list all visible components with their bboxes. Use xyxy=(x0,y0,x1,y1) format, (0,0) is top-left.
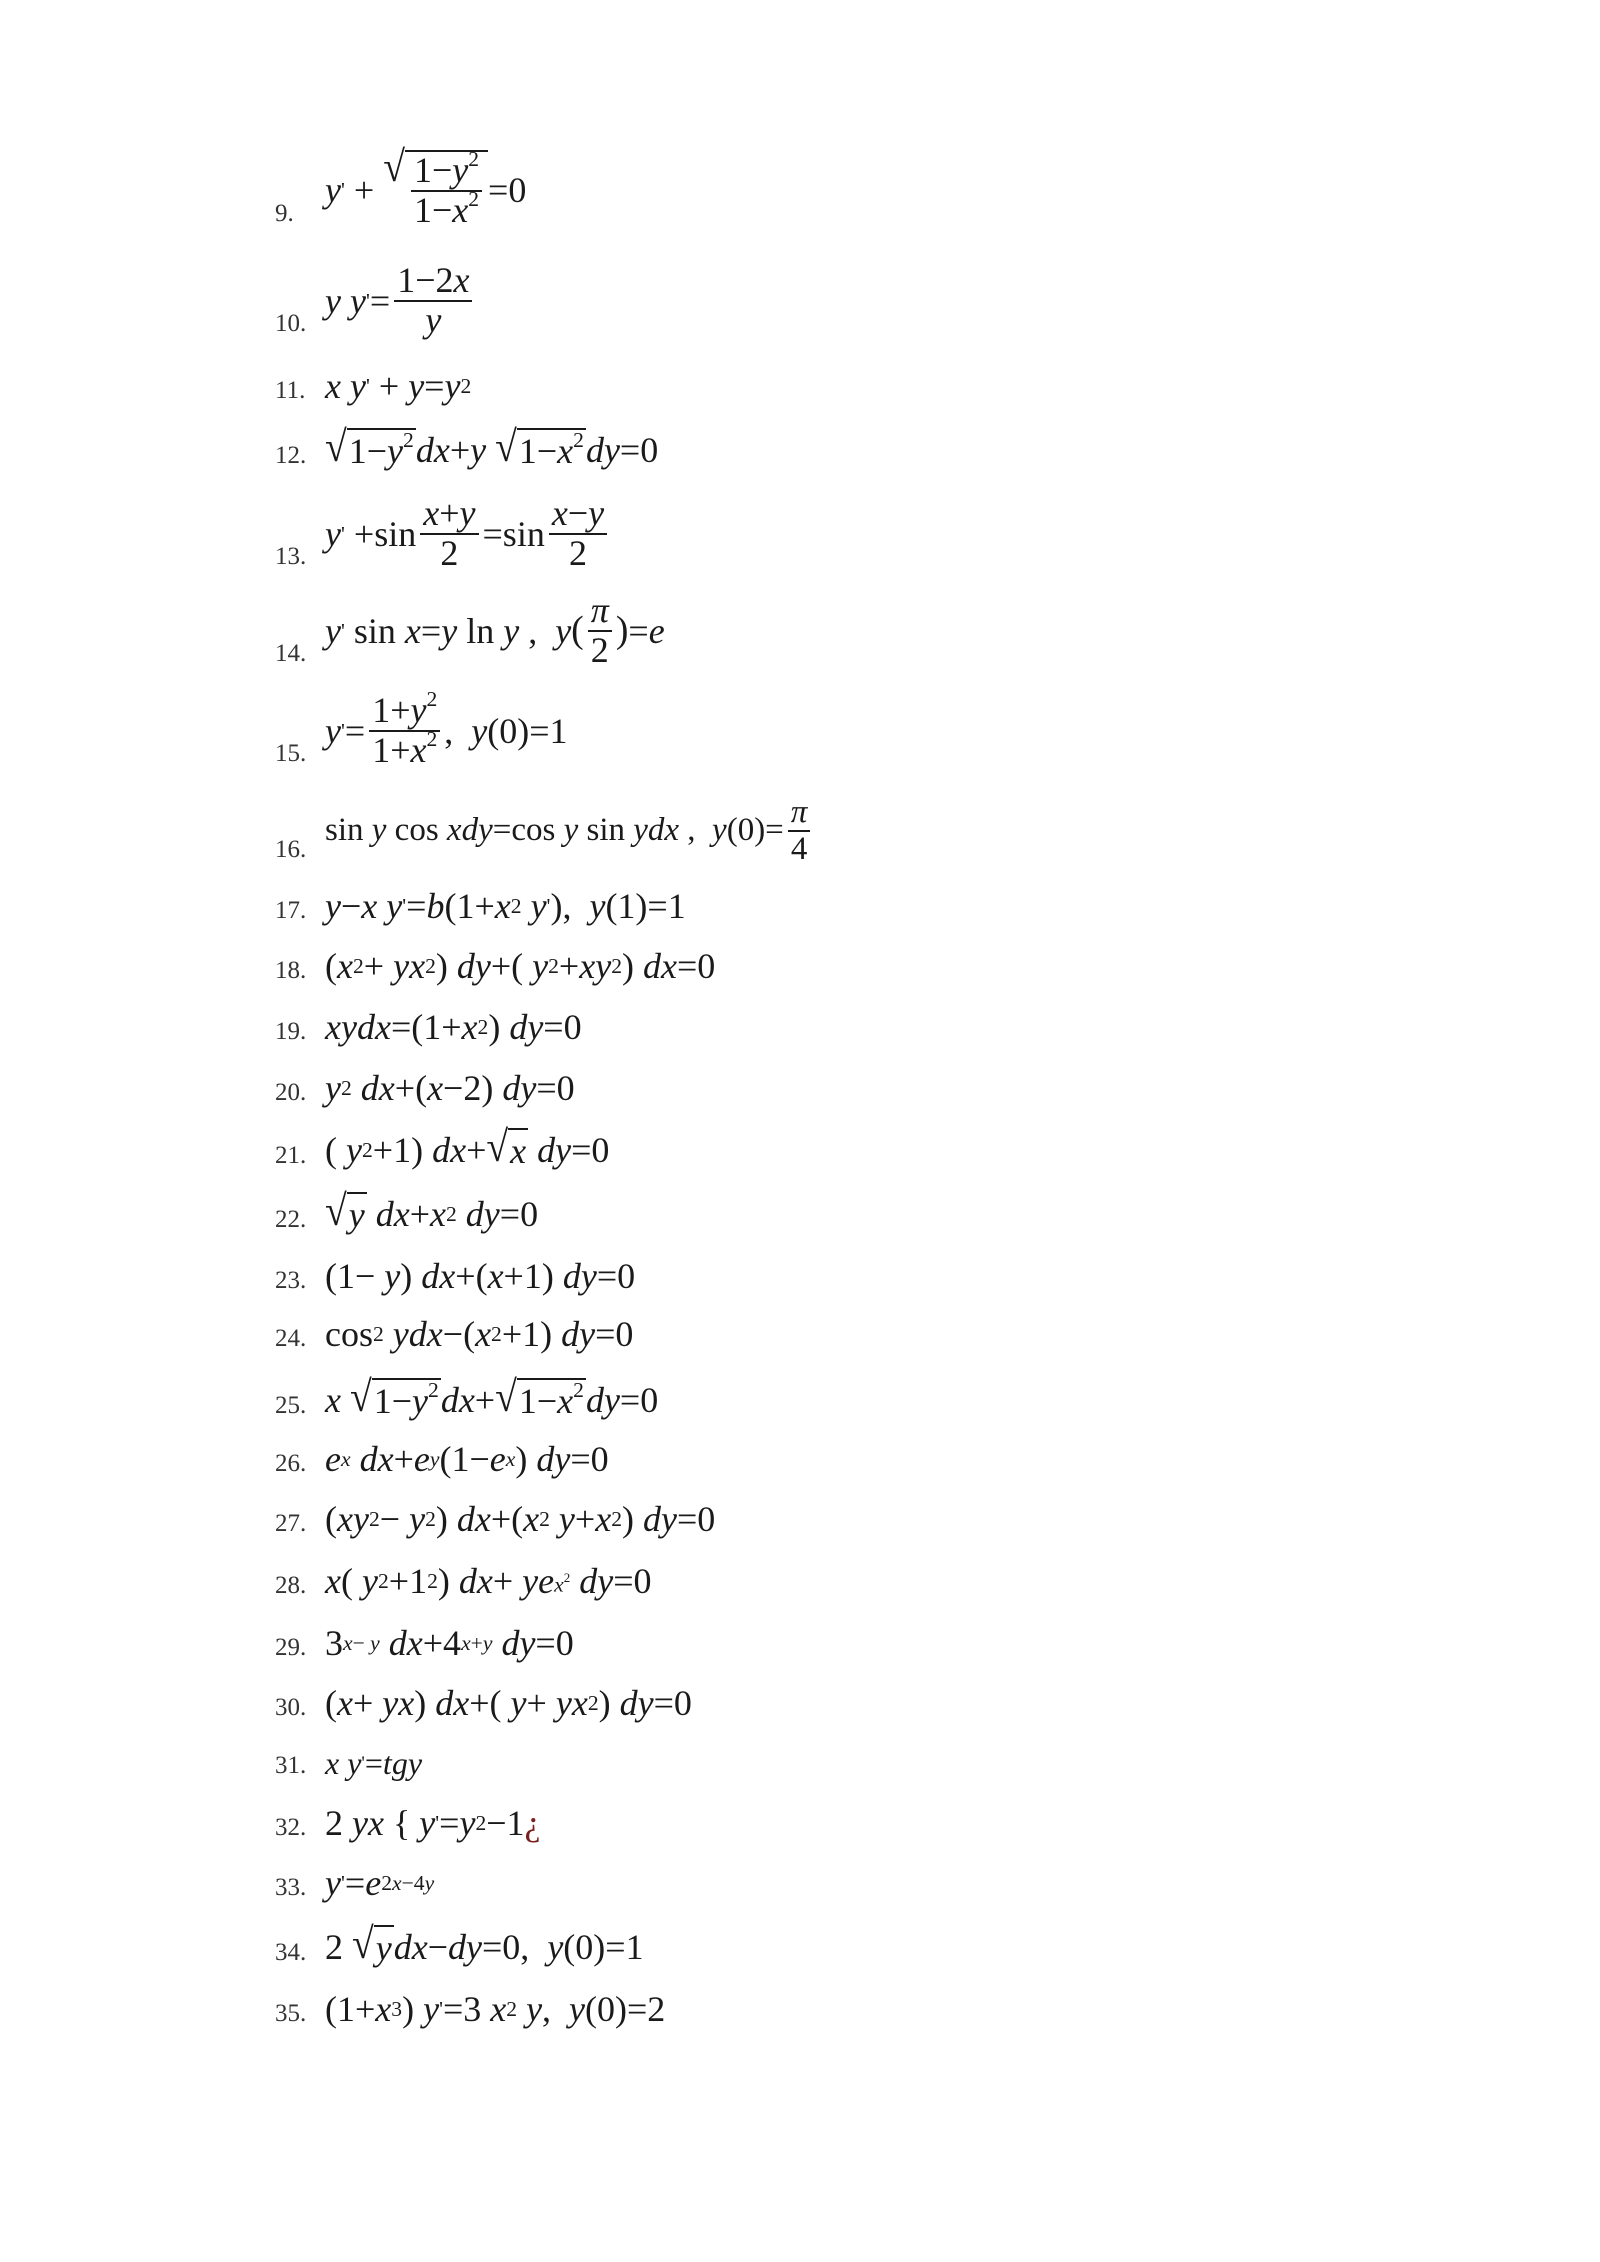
equation: ( y 2 +1) dx + √ x dy =0 xyxy=(325,1122,610,1171)
item-number: 25. xyxy=(275,1392,307,1419)
item-number: 16. xyxy=(275,836,307,864)
equation: 3 x− y dx +4 x+y dy =0 xyxy=(325,1623,574,1663)
list-item xyxy=(275,1622,574,1664)
list-item xyxy=(275,1006,582,1048)
list-item xyxy=(275,1438,609,1480)
equation: 2 yx { y ' = y 2 −1 ¿ xyxy=(325,1803,541,1843)
item-number: 27. xyxy=(275,1510,307,1537)
item-number: 14. xyxy=(275,639,307,667)
item-number: 33. xyxy=(275,1874,307,1901)
equation: x ( y 2 +1 2 ) dx + ye $x^2$ dy =0 xyxy=(325,1561,652,1601)
equation: (1+ x 3 ) y ' =3 x 2 y , y (0)=2 xyxy=(325,1989,666,2029)
list-item xyxy=(275,795,814,866)
equation: ( x + yx ) dx +( y + yx 2 ) dy =0 xyxy=(325,1683,692,1723)
equation: x y ' = tgy xyxy=(325,1745,423,1781)
equation: x √ $1-y^2$ dx + √ $1-x^2$ dy =0 xyxy=(325,1372,659,1421)
item-number: 11. xyxy=(275,377,306,404)
list-item xyxy=(275,1560,652,1602)
item-number: 19. xyxy=(275,1018,307,1045)
equation: y y ' = $\frac{1-2x}{y}$ xyxy=(325,262,476,340)
list-item xyxy=(275,1067,575,1109)
list-item xyxy=(275,686,568,770)
equation: y ' sin x = y ln y , y ( $\frac{\pi}{2}$ ) = e xyxy=(325,590,665,670)
list-item xyxy=(275,1988,665,2030)
item-number: 26. xyxy=(275,1450,307,1477)
list-item xyxy=(275,262,476,340)
list-item xyxy=(275,1862,434,1904)
list-item xyxy=(275,592,665,670)
equation: 2 √ y dx − dy =0, y (0)=1 xyxy=(325,1919,644,1968)
list-item xyxy=(275,1682,692,1724)
list-item xyxy=(275,1313,633,1355)
equation: x y ' + y = y 2 xyxy=(325,366,472,406)
list-item xyxy=(275,1802,541,1844)
item-number: 29. xyxy=(275,1634,307,1661)
item-number: 21. xyxy=(275,1142,307,1169)
equation: sin y cos xdy =cos y sin ydx , y (0)= $\frac{\pi}{4}$ xyxy=(325,795,814,866)
equation: y ' = e 2x−4y xyxy=(325,1863,435,1903)
equation: y − x y ' = b (1+ x 2 y ' ), y (1)=1 xyxy=(325,886,686,926)
equation: y ' +sin $\frac{x+y}{2}$ =sin $\frac{x-y}{2}$ xyxy=(325,495,611,573)
equation: (1− y ) dx +( x +1) dy =0 xyxy=(325,1256,636,1296)
equation: y ' + √ $\frac{1-y^2}{1-x^2}$ =0 xyxy=(325,142,527,230)
item-number: 13. xyxy=(275,542,307,570)
item-number: 28. xyxy=(275,1572,307,1599)
equation: xydx =(1+ x 2 ) dy =0 xyxy=(325,1007,582,1047)
item-number: 9. xyxy=(275,199,294,227)
list-item xyxy=(275,1919,644,1969)
item-number: 17. xyxy=(275,897,307,924)
list-item xyxy=(275,1186,539,1236)
equation: √ $1-y^2$ dx + y √ $1-x^2$ dy =0 xyxy=(325,422,659,471)
equation: y ' = $\frac{1+y^2}{1+x^2}$ , y (0)=1 xyxy=(325,686,568,770)
equation: √ y dx + x 2 dy =0 xyxy=(325,1186,539,1235)
item-number: 30. xyxy=(275,1694,307,1721)
equation: cos 2 ydx −( x 2 +1) dy =0 xyxy=(325,1314,634,1354)
list-item xyxy=(275,365,471,407)
item-number: 15. xyxy=(275,739,307,767)
list-item xyxy=(275,1255,635,1297)
item-number: 20. xyxy=(275,1079,307,1106)
equation: ( xy 2 − y 2 ) dx +( x 2 y + x 2 ) dy =0 xyxy=(325,1499,716,1539)
list-item xyxy=(275,1122,610,1172)
item-number: 22. xyxy=(275,1206,307,1233)
item-number: 35. xyxy=(275,2000,307,2027)
list-item xyxy=(275,422,659,472)
item-number: 10. xyxy=(275,309,307,337)
list-item xyxy=(275,885,686,927)
list-item xyxy=(275,945,715,987)
item-number: 31. xyxy=(275,1752,307,1779)
item-number: 12. xyxy=(275,442,307,469)
list-item xyxy=(275,1745,422,1782)
item-number: 18. xyxy=(275,957,307,984)
list-item xyxy=(275,1498,715,1540)
equation: ( x 2 + yx 2 ) dy +( y 2 + xy 2 ) dx =0 xyxy=(325,946,716,986)
item-number: 34. xyxy=(275,1939,307,1966)
list-item xyxy=(275,495,611,573)
item-number: 24. xyxy=(275,1325,307,1352)
item-number: 23. xyxy=(275,1267,307,1294)
list-item xyxy=(275,142,527,230)
equation: y 2 dx +( x −2) dy =0 xyxy=(325,1068,575,1108)
equation: e x dx + e y (1− e x ) dy =0 xyxy=(325,1439,609,1479)
list-item xyxy=(275,1372,659,1422)
item-number: 32. xyxy=(275,1814,307,1841)
